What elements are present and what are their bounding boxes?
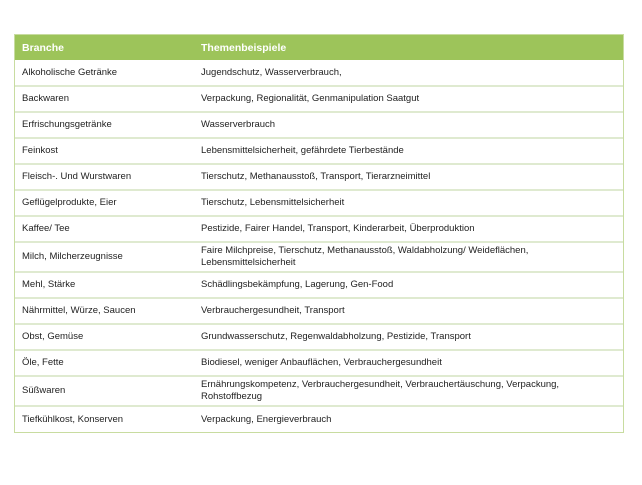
branche-cell: Feinkost bbox=[15, 138, 194, 164]
branche-cell: Öle, Fette bbox=[15, 350, 194, 376]
table-row bbox=[15, 350, 623, 376]
table-row bbox=[15, 86, 623, 112]
branche-cell: Nährmittel, Würze, Saucen bbox=[15, 298, 194, 324]
branche-cell: Obst, Gemüse bbox=[15, 324, 194, 350]
table-row bbox=[15, 298, 623, 324]
topics-cell: Lebensmittelsicherheit, gefährdete Tierbestände bbox=[194, 138, 623, 164]
branche-cell: Geflügelprodukte, Eier bbox=[15, 190, 194, 216]
table-body bbox=[15, 60, 623, 432]
table-row bbox=[15, 60, 623, 86]
branche-cell: Tiefkühlkost, Konserven bbox=[15, 406, 194, 432]
topics-cell: Tierschutz, Methanausstoß, Transport, Tierarzneimittel bbox=[194, 164, 623, 190]
branche-cell: Milch, Milcherzeugnisse bbox=[15, 242, 194, 272]
topics-cell: Tierschutz, Lebensmittelsicherheit bbox=[194, 190, 623, 216]
topics-table bbox=[15, 35, 623, 432]
branche-cell: Erfrischungsgetränke bbox=[15, 112, 194, 138]
table-row bbox=[15, 138, 623, 164]
topics-cell: Wasserverbrauch bbox=[194, 112, 623, 138]
table-row bbox=[15, 190, 623, 216]
topics-cell: Verbrauchergesundheit, Transport bbox=[194, 298, 623, 324]
table-row bbox=[15, 324, 623, 350]
table-row bbox=[15, 376, 623, 406]
column-header-themenbeispiele: Themenbeispiele bbox=[194, 35, 623, 60]
topics-cell: Pestizide, Fairer Handel, Transport, Kinderarbeit, Überproduktion bbox=[194, 216, 623, 242]
topics-cell: Jugendschutz, Wasserverbrauch, bbox=[201, 66, 342, 78]
branche-cell: Alkoholische Getränke bbox=[22, 66, 118, 78]
table-header-row bbox=[15, 35, 623, 60]
topics-table-frame bbox=[14, 34, 624, 433]
topics-cell: Schädlingsbekämpfung, Lagerung, Gen-Food bbox=[194, 272, 623, 298]
table-row bbox=[15, 272, 623, 298]
table-row bbox=[15, 406, 623, 432]
table-row bbox=[15, 242, 623, 272]
topics-cell: Faire Milchpreise, Tierschutz, Methanausstoß, Waldabholzung/ Weideflächen, Lebensmittelsicherheit bbox=[194, 242, 623, 272]
topics-cell: Biodiesel, weniger Anbauflächen, Verbrauchergesundheit bbox=[194, 350, 623, 376]
topics-cell: Verpackung, Regionalität, Genmanipulation Saatgut bbox=[194, 86, 623, 112]
topics-cell: Grundwasserschutz, Regenwaldabholzung, Pestizide, Transport bbox=[194, 324, 623, 350]
column-header-branche: Branche bbox=[15, 35, 194, 60]
topics-cell: Ernährungskompetenz, Verbrauchergesundheit, Verbrauchertäuschung, Verpackung, Rohstoffbezug bbox=[194, 376, 623, 406]
table-row bbox=[15, 112, 623, 138]
branche-cell: Backwaren bbox=[15, 86, 194, 112]
branche-cell: Fleisch-. Und Wurstwaren bbox=[15, 164, 194, 190]
branche-cell: Mehl, Stärke bbox=[15, 272, 194, 298]
table-row bbox=[15, 216, 623, 242]
branche-cell: Kaffee/ Tee bbox=[15, 216, 194, 242]
table-row bbox=[15, 164, 623, 190]
branche-cell: Süßwaren bbox=[15, 376, 194, 406]
topics-cell: Verpackung, Energieverbrauch bbox=[194, 406, 623, 432]
